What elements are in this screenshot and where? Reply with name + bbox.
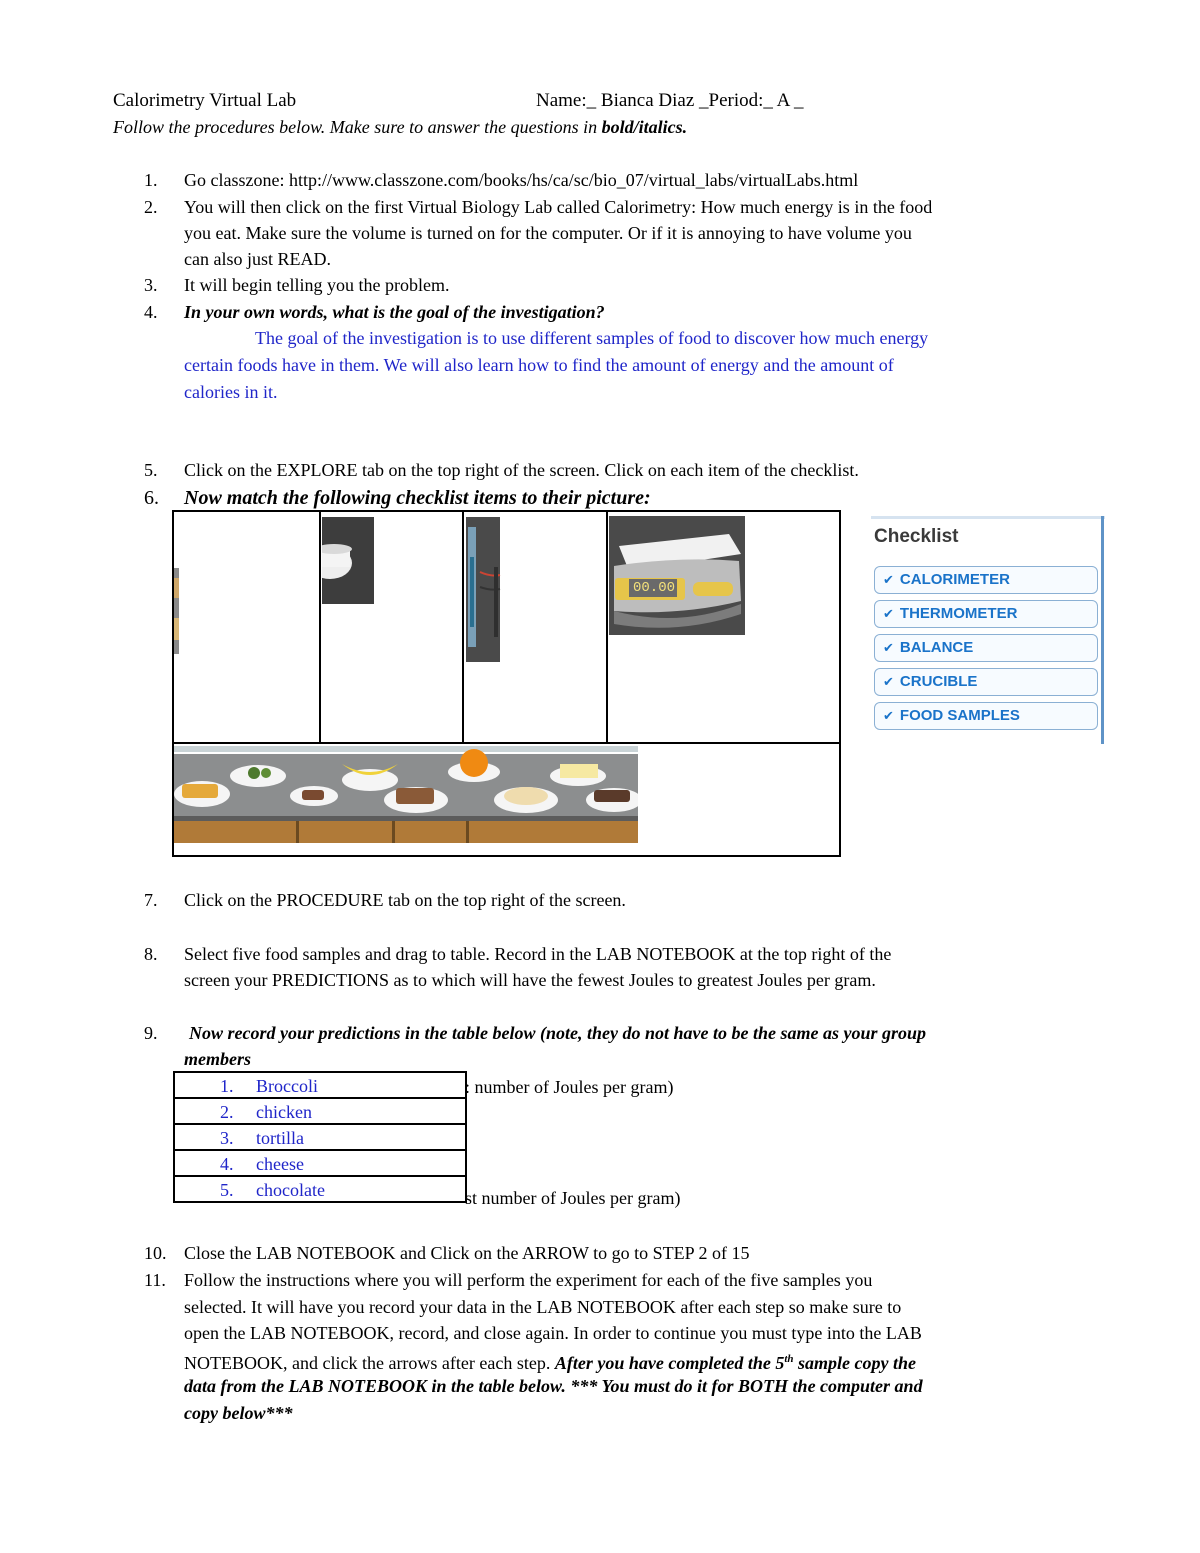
- table-row: [174, 1072, 466, 1098]
- step-text-line: screen your PREDICTIONS as to which will have the fewest Joules to greatest Joules per gram.: [184, 970, 876, 990]
- prediction-value: chicken: [256, 1102, 312, 1122]
- checklist-item-calorimeter[interactable]: [874, 566, 1098, 594]
- prediction-cell[interactable]: [174, 1124, 466, 1150]
- step-text: Close the LAB NOTEBOOK and Click on the ARROW to go to STEP 2 of 15: [184, 1243, 750, 1263]
- step-text-bold: After you have completed the 5: [554, 1353, 785, 1373]
- food-samples-picture: [174, 746, 638, 843]
- crucible-svg: [322, 517, 374, 604]
- step-text-line: data from the LAB NOTEBOOK in the table below. *** You must do it for BOTH the computer and: [184, 1376, 923, 1396]
- step-number: 4.: [144, 302, 158, 322]
- food-samples-svg: [174, 746, 638, 843]
- prediction-value: cheese: [256, 1154, 304, 1174]
- prediction-number: 2.: [220, 1102, 234, 1122]
- table-row: [174, 1176, 466, 1202]
- step-text-bold: sample copy the: [793, 1353, 917, 1373]
- answer-line: certain foods have in them. We will also learn how to find the amount of energy and the amount of: [184, 355, 894, 375]
- prediction-value: Broccoli: [256, 1076, 318, 1096]
- step-number: 11.: [144, 1270, 166, 1290]
- checklist-item-thermometer[interactable]: [874, 600, 1098, 628]
- thermometer-picture: [466, 517, 502, 662]
- step-text-line: copy below***: [184, 1403, 293, 1423]
- prediction-value: chocolate: [256, 1180, 325, 1200]
- check-icon: ✔: [883, 606, 894, 621]
- checklist-item-label: CRUCIBLE: [899, 673, 978, 690]
- prediction-value: tortilla: [256, 1128, 304, 1148]
- subtitle-bold: bold/italics.: [601, 117, 688, 137]
- step-number: 1.: [144, 170, 158, 190]
- checklist-top-border: [871, 516, 1105, 519]
- answer-line: The goal of the investigation is to use different samples of food to discover how much energy: [255, 328, 929, 348]
- ordinal-superscript: th: [784, 1353, 794, 1365]
- step-text-plain: NOTEBOOK, and click the arrows after each step.: [184, 1353, 555, 1373]
- step-text: Click on the EXPLORE tab on the top right of the screen. Click on each item of the checklist.: [184, 460, 859, 480]
- step-text-line: members: [184, 1049, 251, 1069]
- checklist-item-crucible[interactable]: [874, 668, 1098, 696]
- table-row: [174, 1124, 466, 1150]
- step-text-line: Now record your predictions in the table below (note, they do not have to be the same as your group: [189, 1023, 926, 1043]
- checklist-right-border: [1101, 516, 1104, 744]
- check-icon: ✔: [883, 640, 894, 655]
- balance-svg: [609, 516, 745, 635]
- prediction-cell[interactable]: [174, 1150, 466, 1176]
- step-text-line: you eat. Make sure the volume is turned on for the computer. Or if it is annoying to have volume you: [184, 223, 912, 243]
- prediction-number: 5.: [220, 1180, 234, 1200]
- step-text: Click on the PROCEDURE tab on the top right of the screen.: [184, 890, 626, 910]
- calorimeter-picture: [174, 568, 179, 654]
- step-number: 6.: [144, 487, 159, 509]
- check-icon: ✔: [883, 674, 894, 689]
- step-text-line: You will then click on the first Virtual Biology Lab called Calorimetry: How much energy is in the food: [184, 197, 933, 217]
- name-period-line: Name:_ Bianca Diaz _Period:_ A _: [536, 90, 804, 111]
- check-icon: ✔: [883, 572, 894, 587]
- table-row: [174, 1150, 466, 1176]
- step-text-line: can also just READ.: [184, 249, 331, 269]
- checklist-panel: [871, 516, 1105, 744]
- checklist-item-balance[interactable]: [874, 634, 1098, 662]
- balance-picture: [609, 516, 745, 635]
- checklist-item-label: FOOD SAMPLES: [899, 707, 1020, 724]
- predictions-top-note: : number of Joules per gram): [465, 1077, 674, 1097]
- step-text-line: Select five food samples and drag to table. Record in the LAB NOTEBOOK at the top right of the: [184, 944, 892, 964]
- prediction-number: 3.: [220, 1128, 234, 1148]
- step-number: 9.: [144, 1023, 158, 1043]
- step-text: Go classzone: http://www.classzone.com/books/hs/ca/sc/bio_07/virtual_labs/virtualLabs.html: [184, 170, 859, 190]
- calorimeter-sliver-svg: [174, 568, 179, 654]
- grid-divider: [319, 510, 321, 744]
- document-title: Calorimetry Virtual Lab: [113, 90, 297, 111]
- instructions-subtitle: [113, 114, 687, 140]
- checklist-item-label: THERMOMETER: [899, 605, 1018, 622]
- answer-line: calories in it.: [184, 382, 278, 402]
- step-number: 2.: [144, 197, 158, 217]
- checklist-item-label: BALANCE: [899, 639, 974, 656]
- grid-divider: [606, 510, 608, 744]
- step-text-line: Follow the instructions where you will perform the experiment for each of the five samples you: [184, 1270, 873, 1290]
- checklist-item-label: CALORIMETER: [899, 571, 1010, 588]
- step-number: 7.: [144, 890, 158, 910]
- crucible-picture: [322, 517, 374, 604]
- step-text-line: open the LAB NOTEBOOK, record, and close again. In order to continue you must type into the LAB: [184, 1323, 922, 1343]
- grid-divider: [462, 510, 464, 744]
- step-question: In your own words, what is the goal of the investigation?: [184, 302, 605, 322]
- prediction-cell[interactable]: [174, 1072, 466, 1098]
- picture-grid: [172, 510, 841, 857]
- subtitle-italic: Follow the procedures below. Make sure to answer the questions in: [113, 117, 602, 137]
- step-text: It will begin telling you the problem.: [184, 275, 450, 295]
- thermometer-svg: [466, 517, 502, 662]
- predictions-table: [173, 1071, 467, 1203]
- step-text: Now match the following checklist items to their picture:: [184, 487, 651, 509]
- prediction-number: 1.: [220, 1076, 234, 1096]
- prediction-number: 4.: [220, 1154, 234, 1174]
- predictions-bottom-note: st number of Joules per gram): [465, 1188, 681, 1208]
- prediction-cell[interactable]: [174, 1098, 466, 1124]
- checklist-item-food-samples[interactable]: [874, 702, 1098, 730]
- step-number: 8.: [144, 944, 158, 964]
- balance-readout: 00.00: [633, 580, 676, 596]
- step-text-line: [184, 1346, 916, 1376]
- step-number: 10.: [144, 1243, 167, 1263]
- step-text-line: selected. It will have you record your data in the LAB NOTEBOOK after each step so make sure to: [184, 1297, 902, 1317]
- step-number: 3.: [144, 275, 158, 295]
- grid-divider: [172, 742, 841, 744]
- step-number: 5.: [144, 460, 158, 480]
- prediction-cell[interactable]: [174, 1176, 466, 1202]
- check-icon: ✔: [883, 708, 894, 723]
- table-row: [174, 1098, 466, 1124]
- checklist-title: Checklist: [874, 526, 959, 547]
